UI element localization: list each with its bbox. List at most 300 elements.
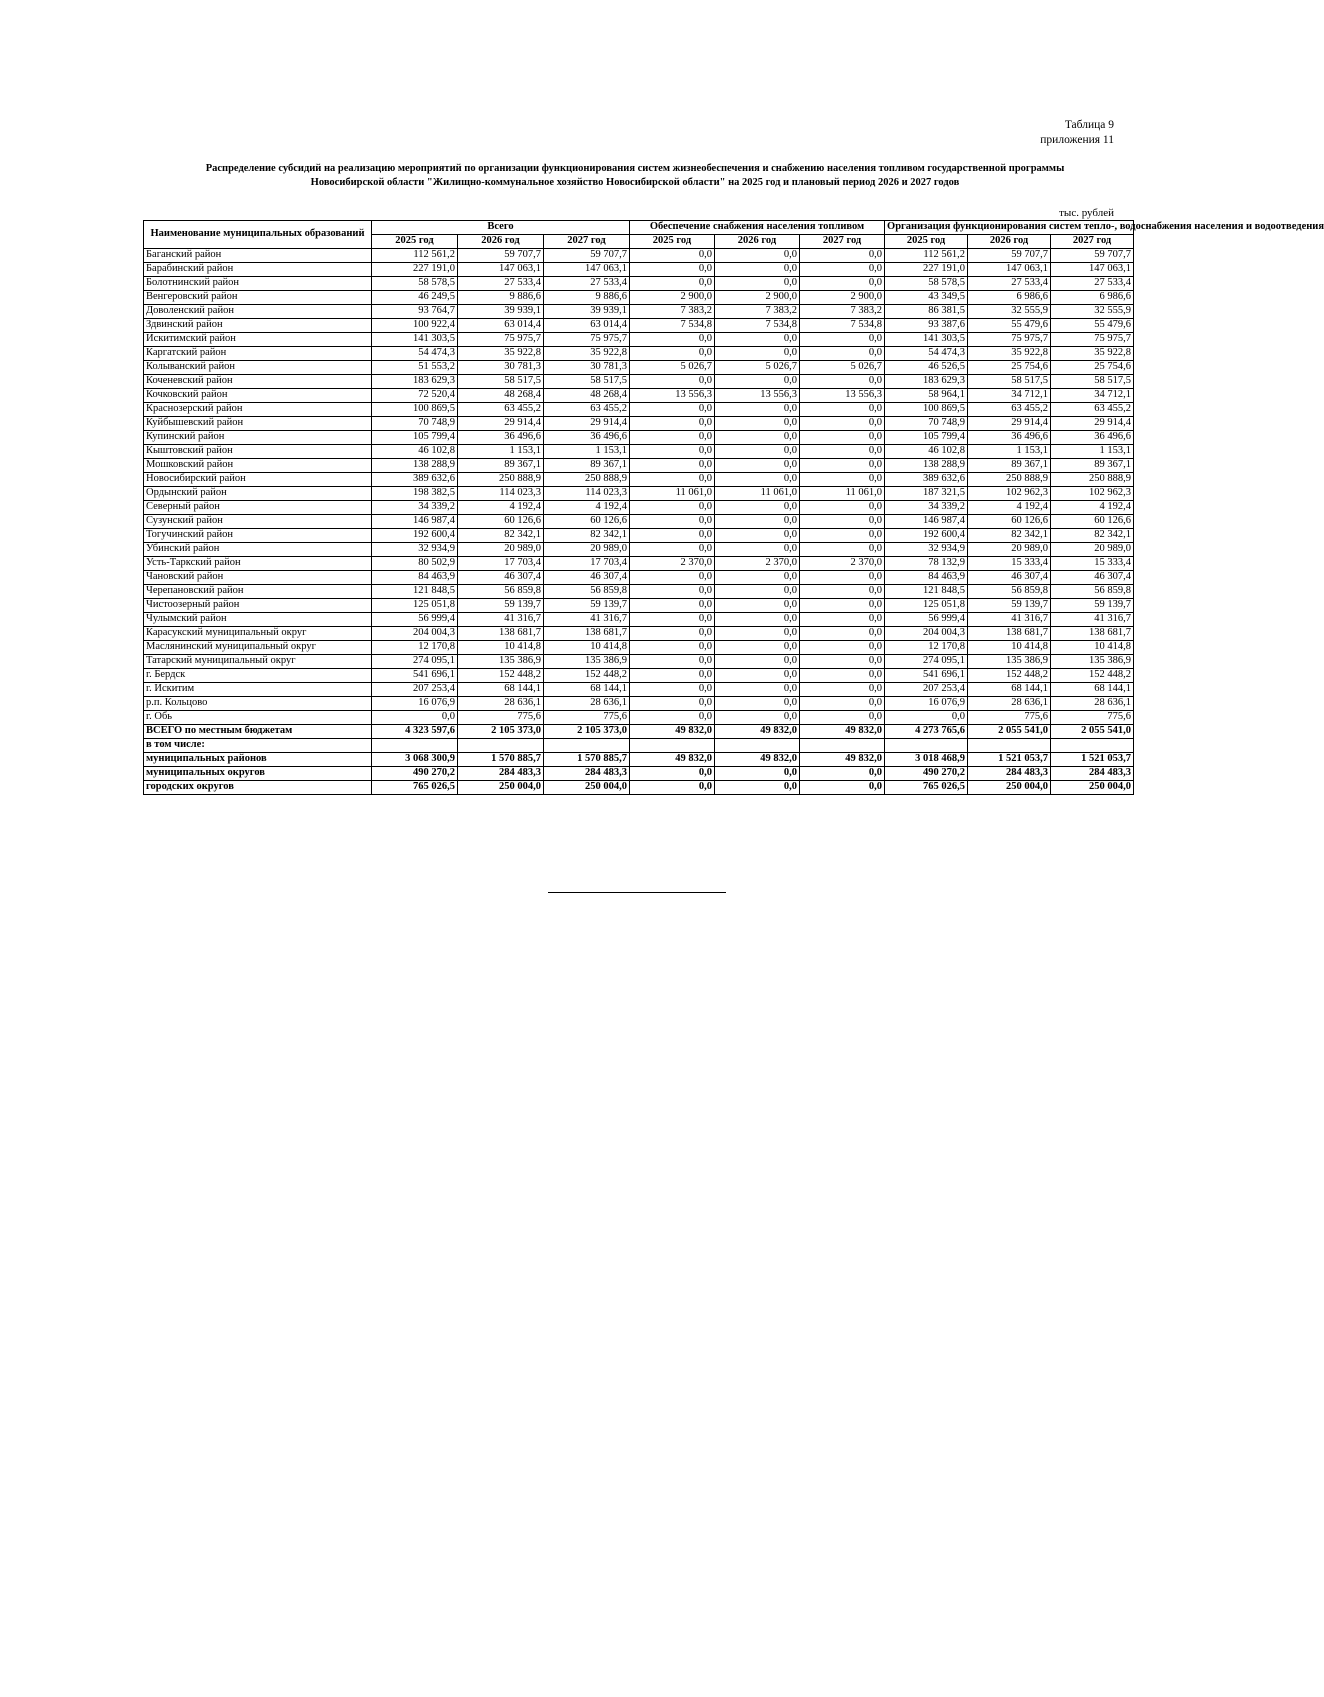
value-cell: 11 061,0 xyxy=(800,487,885,501)
value-cell: 0,0 xyxy=(630,417,715,431)
value-cell: 93 764,7 xyxy=(372,305,458,319)
value-cell: 28 636,1 xyxy=(1051,697,1134,711)
value-cell: 46 102,8 xyxy=(372,445,458,459)
value-cell: 30 781,3 xyxy=(544,361,630,375)
value-cell: 32 555,9 xyxy=(1051,305,1134,319)
table-row xyxy=(144,697,1134,711)
title-line-1: Распределение субсидий на реализацию мероприятий по организации функционирования систем жизнеобеспечения и снабжению населения топливом государственной программы xyxy=(205,163,1065,174)
value-cell: 39 939,1 xyxy=(544,305,630,319)
municipality-name-cell: муниципальных районов xyxy=(144,753,372,767)
value-cell: 34 339,2 xyxy=(372,501,458,515)
value-cell: 765 026,5 xyxy=(885,781,968,795)
value-cell: 20 989,0 xyxy=(1051,543,1134,557)
value-cell: 775,6 xyxy=(458,711,544,725)
table-row xyxy=(144,585,1134,599)
value-cell: 41 316,7 xyxy=(1051,613,1134,627)
value-cell: 46 307,4 xyxy=(458,571,544,585)
value-cell: 2 900,0 xyxy=(715,291,800,305)
value-cell: 63 455,2 xyxy=(458,403,544,417)
value-cell: 146 987,4 xyxy=(885,515,968,529)
value-cell: 198 382,5 xyxy=(372,487,458,501)
value-cell xyxy=(885,739,968,753)
value-cell: 0,0 xyxy=(800,599,885,613)
year-header: 2025 год xyxy=(372,235,458,249)
value-cell: 147 063,1 xyxy=(1051,263,1134,277)
value-cell: 250 004,0 xyxy=(544,781,630,795)
value-cell: 0,0 xyxy=(800,697,885,711)
municipality-name-cell: Барабинский район xyxy=(144,263,372,277)
value-cell: 56 999,4 xyxy=(372,613,458,627)
municipality-name-cell: Тогучинский район xyxy=(144,529,372,543)
value-cell: 0,0 xyxy=(715,529,800,543)
value-cell xyxy=(458,739,544,753)
value-cell: 1 570 885,7 xyxy=(458,753,544,767)
value-cell: 138 681,7 xyxy=(458,627,544,641)
table-row xyxy=(144,305,1134,319)
value-cell: 41 316,7 xyxy=(968,613,1051,627)
value-cell: 152 448,2 xyxy=(458,669,544,683)
value-cell: 1 521 053,7 xyxy=(968,753,1051,767)
municipality-name-cell: Кыштовский район xyxy=(144,445,372,459)
table-row xyxy=(144,613,1134,627)
table-row xyxy=(144,403,1134,417)
municipality-name-cell: Кочковский район xyxy=(144,389,372,403)
table-row xyxy=(144,557,1134,571)
value-cell: 0,0 xyxy=(800,543,885,557)
table-row xyxy=(144,781,1134,795)
value-cell: 490 270,2 xyxy=(372,767,458,781)
value-cell: 58 517,5 xyxy=(458,375,544,389)
value-cell: 100 869,5 xyxy=(885,403,968,417)
table-row xyxy=(144,711,1134,725)
municipality-name-cell: Коченевский район xyxy=(144,375,372,389)
value-cell: 100 869,5 xyxy=(372,403,458,417)
value-cell: 17 703,4 xyxy=(458,557,544,571)
value-cell: 0,0 xyxy=(800,613,885,627)
municipality-name-cell: в том числе: xyxy=(144,739,372,753)
table-row xyxy=(144,767,1134,781)
group-header-total: Всего xyxy=(372,221,630,235)
value-cell: 75 975,7 xyxy=(458,333,544,347)
municipality-name-cell: Баганский район xyxy=(144,249,372,263)
value-cell: 0,0 xyxy=(800,711,885,725)
value-cell: 68 144,1 xyxy=(458,683,544,697)
municipality-name-cell: Чистоозерный район xyxy=(144,599,372,613)
value-cell: 114 023,3 xyxy=(458,487,544,501)
value-cell: 152 448,2 xyxy=(544,669,630,683)
value-cell: 0,0 xyxy=(800,515,885,529)
value-cell: 28 636,1 xyxy=(458,697,544,711)
table-row xyxy=(144,319,1134,333)
value-cell: 17 703,4 xyxy=(544,557,630,571)
value-cell xyxy=(800,739,885,753)
value-cell: 84 463,9 xyxy=(372,571,458,585)
value-cell xyxy=(630,739,715,753)
value-cell: 775,6 xyxy=(968,711,1051,725)
value-cell: 13 556,3 xyxy=(800,389,885,403)
year-header: 2027 год xyxy=(800,235,885,249)
value-cell: 147 063,1 xyxy=(458,263,544,277)
value-cell: 34 712,1 xyxy=(1051,389,1134,403)
value-cell: 59 139,7 xyxy=(968,599,1051,613)
value-cell: 0,0 xyxy=(715,515,800,529)
value-cell: 59 707,7 xyxy=(1051,249,1134,263)
value-cell: 0,0 xyxy=(630,543,715,557)
value-cell: 4 192,4 xyxy=(458,501,544,515)
value-cell: 0,0 xyxy=(885,711,968,725)
value-cell: 29 914,4 xyxy=(458,417,544,431)
municipality-name-cell: Новосибирский район xyxy=(144,473,372,487)
value-cell: 138 681,7 xyxy=(1051,627,1134,641)
value-cell: 250 004,0 xyxy=(458,781,544,795)
value-cell: 49 832,0 xyxy=(630,725,715,739)
value-cell: 60 126,6 xyxy=(458,515,544,529)
value-cell: 63 455,2 xyxy=(544,403,630,417)
value-cell: 250 888,9 xyxy=(968,473,1051,487)
value-cell: 183 629,3 xyxy=(885,375,968,389)
value-cell: 0,0 xyxy=(800,375,885,389)
municipality-name-cell: Черепановский район xyxy=(144,585,372,599)
value-cell: 0,0 xyxy=(715,711,800,725)
municipality-column-header: Наименование муниципальных образований xyxy=(144,221,372,249)
value-cell: 1 521 053,7 xyxy=(1051,753,1134,767)
table-reference xyxy=(1040,118,1114,148)
value-cell: 63 455,2 xyxy=(1051,403,1134,417)
value-cell: 46 102,8 xyxy=(885,445,968,459)
value-cell: 41 316,7 xyxy=(544,613,630,627)
value-cell: 43 349,5 xyxy=(885,291,968,305)
value-cell: 204 004,3 xyxy=(885,627,968,641)
value-cell: 60 126,6 xyxy=(968,515,1051,529)
table-row xyxy=(144,753,1134,767)
table-row xyxy=(144,501,1134,515)
value-cell: 72 520,4 xyxy=(372,389,458,403)
value-cell: 10 414,8 xyxy=(458,641,544,655)
table-row xyxy=(144,249,1134,263)
value-cell: 29 914,4 xyxy=(1051,417,1134,431)
value-cell: 0,0 xyxy=(715,347,800,361)
value-cell: 0,0 xyxy=(800,781,885,795)
table-row xyxy=(144,655,1134,669)
value-cell: 89 367,1 xyxy=(968,459,1051,473)
value-cell: 27 533,4 xyxy=(458,277,544,291)
value-cell: 36 496,6 xyxy=(1051,431,1134,445)
value-cell: 58 578,5 xyxy=(372,277,458,291)
value-cell: 0,0 xyxy=(800,669,885,683)
table-row xyxy=(144,543,1134,557)
value-cell: 152 448,2 xyxy=(1051,669,1134,683)
value-cell: 84 463,9 xyxy=(885,571,968,585)
value-cell: 0,0 xyxy=(800,431,885,445)
municipality-name-cell: Убинский район xyxy=(144,543,372,557)
value-cell: 54 474,3 xyxy=(885,347,968,361)
value-cell: 55 479,6 xyxy=(1051,319,1134,333)
value-cell: 30 781,3 xyxy=(458,361,544,375)
value-cell: 0,0 xyxy=(630,333,715,347)
table-row xyxy=(144,291,1134,305)
value-cell: 58 517,5 xyxy=(968,375,1051,389)
value-cell: 7 383,2 xyxy=(800,305,885,319)
value-cell: 0,0 xyxy=(800,585,885,599)
value-cell: 541 696,1 xyxy=(885,669,968,683)
municipality-name-cell: Сузунский район xyxy=(144,515,372,529)
value-cell: 138 288,9 xyxy=(372,459,458,473)
municipality-name-cell: Искитимский район xyxy=(144,333,372,347)
value-cell: 0,0 xyxy=(630,515,715,529)
municipality-name-cell: Венгеровский район xyxy=(144,291,372,305)
municipality-name-cell: р.п. Кольцово xyxy=(144,697,372,711)
value-cell: 56 859,8 xyxy=(1051,585,1134,599)
table-row xyxy=(144,361,1134,375)
value-cell: 204 004,3 xyxy=(372,627,458,641)
value-cell: 284 483,3 xyxy=(968,767,1051,781)
value-cell: 0,0 xyxy=(800,529,885,543)
value-cell: 34 339,2 xyxy=(885,501,968,515)
value-cell: 0,0 xyxy=(630,641,715,655)
value-cell: 5 026,7 xyxy=(800,361,885,375)
value-cell: 15 333,4 xyxy=(1051,557,1134,571)
value-cell: 138 681,7 xyxy=(544,627,630,641)
value-cell: 135 386,9 xyxy=(544,655,630,669)
value-cell: 0,0 xyxy=(715,543,800,557)
value-cell: 36 496,6 xyxy=(458,431,544,445)
value-cell: 2 055 541,0 xyxy=(968,725,1051,739)
value-cell: 274 095,1 xyxy=(372,655,458,669)
table-row xyxy=(144,725,1134,739)
value-cell: 0,0 xyxy=(715,571,800,585)
value-cell: 4 192,4 xyxy=(544,501,630,515)
value-cell: 0,0 xyxy=(800,473,885,487)
value-cell: 2 900,0 xyxy=(630,291,715,305)
value-cell: 1 570 885,7 xyxy=(544,753,630,767)
value-cell: 0,0 xyxy=(715,417,800,431)
value-cell: 32 934,9 xyxy=(372,543,458,557)
value-cell: 16 076,9 xyxy=(372,697,458,711)
value-cell: 0,0 xyxy=(715,501,800,515)
table-row xyxy=(144,347,1134,361)
value-cell: 187 321,5 xyxy=(885,487,968,501)
value-cell: 0,0 xyxy=(800,249,885,263)
value-cell: 59 707,7 xyxy=(458,249,544,263)
value-cell: 0,0 xyxy=(715,585,800,599)
value-cell: 114 023,3 xyxy=(544,487,630,501)
value-cell: 0,0 xyxy=(715,655,800,669)
year-header: 2025 год xyxy=(885,235,968,249)
value-cell: 207 253,4 xyxy=(372,683,458,697)
municipality-name-cell: Здвинский район xyxy=(144,319,372,333)
table-row xyxy=(144,627,1134,641)
value-cell: 80 502,9 xyxy=(372,557,458,571)
value-cell: 0,0 xyxy=(800,263,885,277)
value-cell: 4 192,4 xyxy=(1051,501,1134,515)
value-cell: 775,6 xyxy=(1051,711,1134,725)
value-cell: 192 600,4 xyxy=(372,529,458,543)
value-cell: 0,0 xyxy=(630,473,715,487)
value-cell: 227 191,0 xyxy=(372,263,458,277)
table-row xyxy=(144,375,1134,389)
value-cell: 39 939,1 xyxy=(458,305,544,319)
value-cell: 250 004,0 xyxy=(968,781,1051,795)
units-label: тыс. рублей xyxy=(1059,207,1114,219)
value-cell: 20 989,0 xyxy=(968,543,1051,557)
value-cell: 49 832,0 xyxy=(715,725,800,739)
value-cell: 86 381,5 xyxy=(885,305,968,319)
value-cell: 55 479,6 xyxy=(968,319,1051,333)
footer-divider xyxy=(548,892,726,893)
value-cell: 58 964,1 xyxy=(885,389,968,403)
value-cell: 2 370,0 xyxy=(800,557,885,571)
value-cell: 5 026,7 xyxy=(630,361,715,375)
value-cell: 60 126,6 xyxy=(544,515,630,529)
group-header-utilities: Организация функционирования систем тепло-, водоснабжения населения и водоотведения xyxy=(885,221,1134,235)
value-cell: 152 448,2 xyxy=(968,669,1051,683)
value-cell xyxy=(372,739,458,753)
value-cell: 51 553,2 xyxy=(372,361,458,375)
value-cell: 10 414,8 xyxy=(1051,641,1134,655)
municipality-name-cell: городских округов xyxy=(144,781,372,795)
value-cell: 0,0 xyxy=(800,767,885,781)
value-cell: 89 367,1 xyxy=(1051,459,1134,473)
value-cell: 54 474,3 xyxy=(372,347,458,361)
table-row xyxy=(144,389,1134,403)
value-cell: 0,0 xyxy=(800,347,885,361)
value-cell: 15 333,4 xyxy=(968,557,1051,571)
value-cell: 7 383,2 xyxy=(630,305,715,319)
value-cell: 0,0 xyxy=(715,375,800,389)
value-cell: 147 063,1 xyxy=(968,263,1051,277)
value-cell: 100 922,4 xyxy=(372,319,458,333)
value-cell: 0,0 xyxy=(630,249,715,263)
value-cell: 46 307,4 xyxy=(544,571,630,585)
table-row xyxy=(144,571,1134,585)
value-cell: 0,0 xyxy=(630,613,715,627)
value-cell: 0,0 xyxy=(630,683,715,697)
value-cell: 0,0 xyxy=(800,333,885,347)
year-header: 2027 год xyxy=(1051,235,1134,249)
table-row xyxy=(144,333,1134,347)
municipality-name-cell: Маслянинский муниципальный округ xyxy=(144,641,372,655)
value-cell: 63 014,4 xyxy=(458,319,544,333)
municipality-name-cell: Доволенский район xyxy=(144,305,372,319)
table-row xyxy=(144,669,1134,683)
value-cell: 2 370,0 xyxy=(715,557,800,571)
municipality-name-cell: Мошковский район xyxy=(144,459,372,473)
value-cell: 0,0 xyxy=(715,641,800,655)
value-cell: 1 153,1 xyxy=(1051,445,1134,459)
value-cell: 56 859,8 xyxy=(544,585,630,599)
value-cell: 9 886,6 xyxy=(544,291,630,305)
value-cell: 75 975,7 xyxy=(1051,333,1134,347)
value-cell: 141 303,5 xyxy=(885,333,968,347)
value-cell: 49 832,0 xyxy=(800,753,885,767)
value-cell: 0,0 xyxy=(800,571,885,585)
value-cell: 2 370,0 xyxy=(630,557,715,571)
table-row xyxy=(144,529,1134,543)
value-cell: 146 987,4 xyxy=(372,515,458,529)
value-cell: 13 556,3 xyxy=(630,389,715,403)
value-cell: 102 962,3 xyxy=(968,487,1051,501)
value-cell: 29 914,4 xyxy=(968,417,1051,431)
value-cell: 250 004,0 xyxy=(1051,781,1134,795)
value-cell: 250 888,9 xyxy=(544,473,630,487)
value-cell: 27 533,4 xyxy=(1051,277,1134,291)
value-cell: 7 383,2 xyxy=(715,305,800,319)
value-cell: 89 367,1 xyxy=(544,459,630,473)
value-cell: 68 144,1 xyxy=(968,683,1051,697)
value-cell: 102 962,3 xyxy=(1051,487,1134,501)
value-cell: 59 707,7 xyxy=(544,249,630,263)
value-cell: 0,0 xyxy=(715,613,800,627)
value-cell: 49 832,0 xyxy=(800,725,885,739)
municipality-name-cell: г. Обь xyxy=(144,711,372,725)
value-cell: 20 989,0 xyxy=(544,543,630,557)
value-cell: 6 986,6 xyxy=(968,291,1051,305)
value-cell: 125 051,8 xyxy=(885,599,968,613)
table-row xyxy=(144,683,1134,697)
value-cell: 0,0 xyxy=(715,697,800,711)
value-cell: 25 754,6 xyxy=(1051,361,1134,375)
value-cell: 0,0 xyxy=(715,403,800,417)
value-cell: 46 249,5 xyxy=(372,291,458,305)
municipality-name-cell: Колыванский район xyxy=(144,361,372,375)
municipality-name-cell: Куйбышевский район xyxy=(144,417,372,431)
municipality-name-cell: Чановский район xyxy=(144,571,372,585)
table-number: Таблица 9 xyxy=(1064,119,1114,131)
value-cell: 35 922,8 xyxy=(968,347,1051,361)
value-cell: 105 799,4 xyxy=(885,431,968,445)
value-cell: 0,0 xyxy=(715,263,800,277)
value-cell: 75 975,7 xyxy=(968,333,1051,347)
value-cell: 183 629,3 xyxy=(372,375,458,389)
municipality-name-cell: Усть-Таркский район xyxy=(144,557,372,571)
value-cell: 16 076,9 xyxy=(885,697,968,711)
value-cell: 93 387,6 xyxy=(885,319,968,333)
value-cell: 89 367,1 xyxy=(458,459,544,473)
value-cell: 0,0 xyxy=(800,459,885,473)
value-cell: 10 414,8 xyxy=(968,641,1051,655)
value-cell: 207 253,4 xyxy=(885,683,968,697)
value-cell: 35 922,8 xyxy=(458,347,544,361)
value-cell: 34 712,1 xyxy=(968,389,1051,403)
value-cell: 82 342,1 xyxy=(1051,529,1134,543)
value-cell: 775,6 xyxy=(544,711,630,725)
value-cell: 0,0 xyxy=(800,683,885,697)
value-cell: 121 848,5 xyxy=(885,585,968,599)
value-cell: 0,0 xyxy=(630,375,715,389)
value-cell: 0,0 xyxy=(630,529,715,543)
value-cell: 20 989,0 xyxy=(458,543,544,557)
value-cell: 765 026,5 xyxy=(372,781,458,795)
value-cell: 112 561,2 xyxy=(885,249,968,263)
value-cell: 82 342,1 xyxy=(968,529,1051,543)
value-cell: 82 342,1 xyxy=(544,529,630,543)
value-cell: 112 561,2 xyxy=(372,249,458,263)
value-cell: 0,0 xyxy=(715,277,800,291)
value-cell: 135 386,9 xyxy=(968,655,1051,669)
value-cell: 0,0 xyxy=(630,599,715,613)
value-cell: 59 707,7 xyxy=(968,249,1051,263)
value-cell: 284 483,3 xyxy=(458,767,544,781)
value-cell: 63 455,2 xyxy=(968,403,1051,417)
value-cell: 0,0 xyxy=(715,683,800,697)
value-cell: 0,0 xyxy=(800,417,885,431)
value-cell: 0,0 xyxy=(630,501,715,515)
value-cell: 3 068 300,9 xyxy=(372,753,458,767)
table-body xyxy=(144,249,1134,795)
table-row xyxy=(144,515,1134,529)
municipality-name-cell: Ордынский район xyxy=(144,487,372,501)
year-header: 2026 год xyxy=(968,235,1051,249)
